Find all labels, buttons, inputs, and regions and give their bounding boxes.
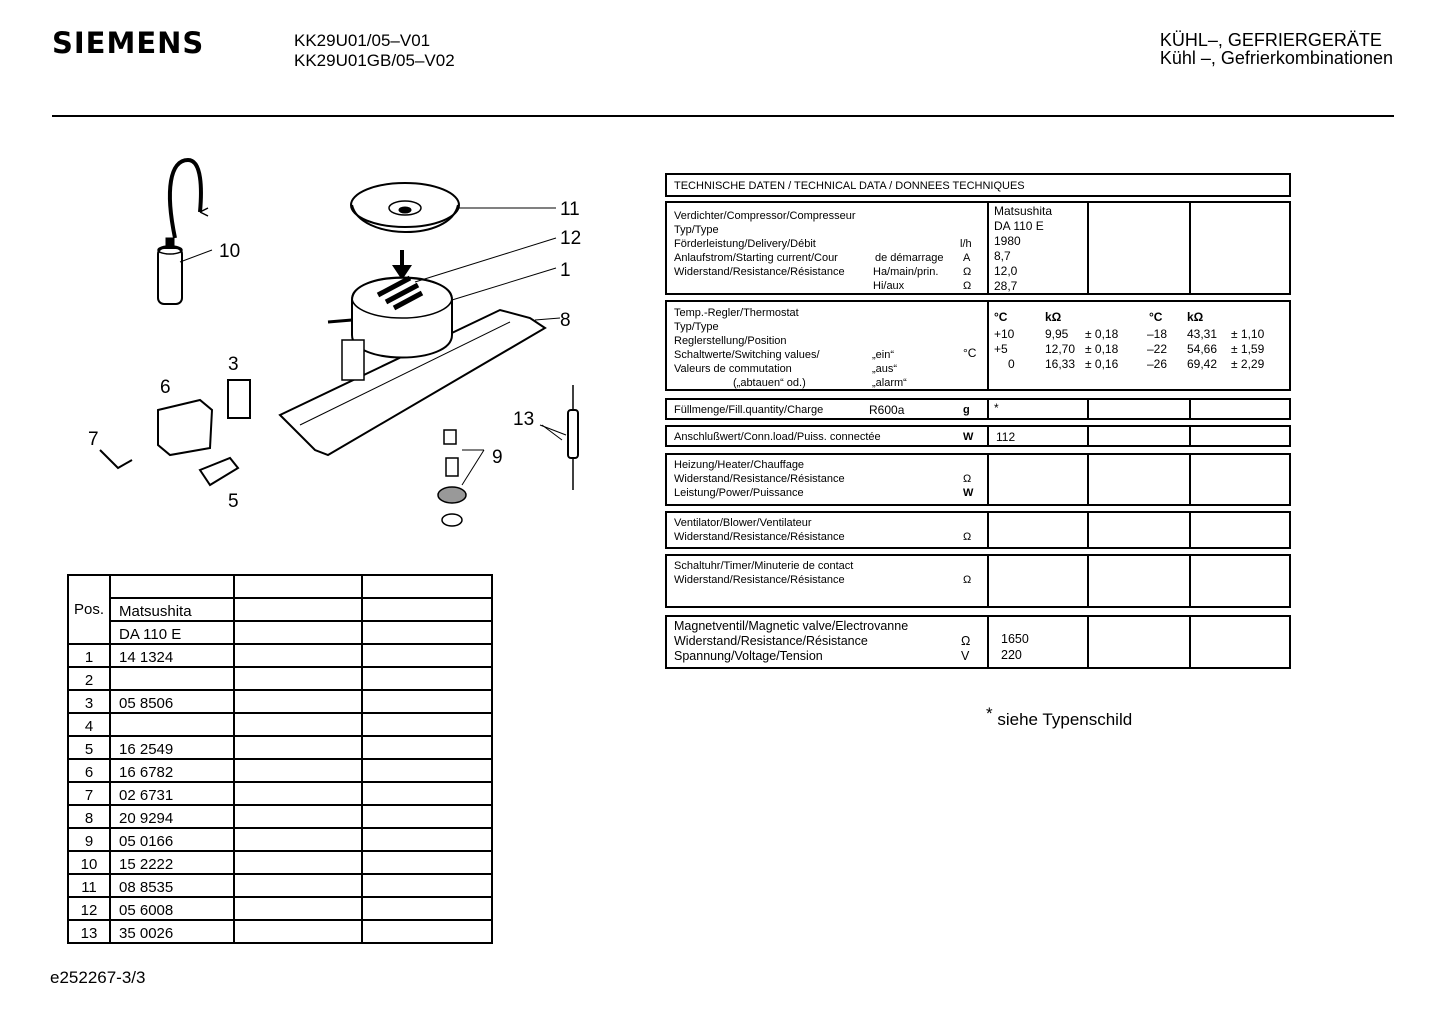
part-number-cell: 16 6782 — [110, 759, 234, 782]
callout-12: 12 — [560, 228, 582, 249]
part-number-cell: 14 1324 — [110, 644, 234, 667]
part-number-cell: 16 2549 — [110, 736, 234, 759]
valve-resistance-value: 1650 — [1001, 632, 1029, 646]
empty-cell — [234, 874, 362, 897]
heater-resistance-label: Widerstand/Resistance/Résistance — [674, 473, 845, 485]
blower-unit-ohm: Ω — [963, 531, 972, 543]
callout-1: 1 — [560, 260, 571, 281]
timer-resistance-label: Widerstand/Resistance/Résistance — [674, 574, 845, 586]
empty-cell — [362, 690, 492, 713]
heater-label: Heizung/Heater/Chauffage — [674, 459, 805, 471]
empty-cell — [362, 644, 492, 667]
empty-cell — [234, 897, 362, 920]
pos-cell: 7 — [68, 782, 110, 805]
blower-section — [665, 511, 1291, 549]
unit-w: W — [963, 431, 974, 443]
thermostat-label: Temp.-Regler/Thermostat — [674, 307, 799, 319]
part-number-cell: 05 6008 — [110, 897, 234, 920]
pos-cell: 2 — [68, 667, 110, 690]
valve-label: Magnetventil/Magnetic valve/Electrovanne — [674, 619, 909, 633]
valve-voltage-label: Spannung/Voltage/Tension — [674, 649, 823, 663]
thermostat-k-value: 16,33 — [1045, 357, 1076, 371]
unit-ohm-1: Ω — [963, 266, 972, 278]
capacitor-drawing — [158, 160, 208, 304]
empty-cell — [362, 851, 492, 874]
celsius-unit: °C — [963, 346, 977, 360]
fill-quantity-label: Füllmenge/Fill.quantity/Charge — [674, 404, 824, 416]
table-row — [68, 828, 492, 851]
connected-load-label: Anschlußwert/Conn.load/Puiss. connectée — [674, 431, 881, 443]
unit-g: g — [963, 404, 970, 416]
type-label: Typ/Type — [674, 224, 719, 236]
thermostat-c2-value: –26 — [1147, 357, 1168, 371]
table-row — [68, 920, 492, 943]
part-number-cell: 05 8506 — [110, 690, 234, 713]
empty-cell — [362, 920, 492, 943]
pos-cell: 5 — [68, 736, 110, 759]
table-row — [68, 805, 492, 828]
compressor-section — [665, 201, 1291, 295]
alarm-label: „alarm“ — [872, 377, 907, 389]
pos-cell: 1 — [68, 644, 110, 667]
empty-cell — [362, 828, 492, 851]
callout-6: 6 — [160, 377, 171, 398]
pos-cell: 3 — [68, 690, 110, 713]
protector-drawing — [200, 458, 238, 485]
blower-resistance-label: Widerstand/Resistance/Résistance — [674, 531, 845, 543]
thermostat-k2-value: 43,31 — [1187, 327, 1218, 341]
resistance-main-label: Ha/main/prin. — [873, 266, 939, 278]
kohm-header-2: kΩ — [1187, 310, 1204, 324]
model-header: DA 110 E — [110, 621, 234, 644]
footnote-star: * — [986, 704, 993, 723]
part-number-cell — [110, 667, 234, 690]
table-row — [68, 897, 492, 920]
compressor-label: Verdichter/Compressor/Compresseur — [674, 210, 856, 222]
blower-label: Ventilator/Blower/Ventilateur — [674, 517, 812, 529]
empty-cell — [234, 759, 362, 782]
thermostat-c2-value: –18 — [1147, 327, 1168, 341]
pos-cell: 8 — [68, 805, 110, 828]
thermostat-c-value: +10 — [994, 327, 1015, 341]
heater-section — [665, 453, 1291, 506]
delivery-label: Förderleistung/Delivery/Débit — [674, 238, 816, 250]
callout-7: 7 — [88, 429, 99, 450]
thermostat-c2-value: –22 — [1147, 342, 1168, 356]
thermostat-t-value: ± 0,18 — [1085, 342, 1119, 356]
callout-5: 5 — [228, 491, 239, 512]
thermostat-c-value: 0 — [1008, 357, 1015, 371]
thermostat-t-value: ± 0,16 — [1085, 357, 1119, 371]
pos-cell: 13 — [68, 920, 110, 943]
part-number-cell: 05 0166 — [110, 828, 234, 851]
part-number-cell: 08 8535 — [110, 874, 234, 897]
callout-9: 9 — [492, 447, 503, 468]
heater-unit-w: W — [963, 487, 974, 499]
empty-cell — [234, 667, 362, 690]
pos-cell: 9 — [68, 828, 110, 851]
empty-cell — [234, 736, 362, 759]
empty-cell — [362, 805, 492, 828]
part-number-cell: 15 2222 — [110, 851, 234, 874]
pos-header: Pos. — [68, 575, 110, 644]
thermostat-t-value: ± 0,18 — [1085, 327, 1119, 341]
empty-cell — [362, 713, 492, 736]
table-row — [68, 644, 492, 667]
timer-section — [665, 554, 1291, 608]
thermostat-t2-value: ± 1,59 — [1231, 342, 1265, 356]
unit-a: A — [963, 252, 971, 264]
thermostat-k2-value: 69,42 — [1187, 357, 1218, 371]
starting-current-label: Anlaufstrom/Starting current/Cour — [674, 252, 838, 264]
table-row — [68, 736, 492, 759]
category-line-2: Kühl –, Gefrierkombinationen — [1159, 48, 1393, 68]
parts-rows — [68, 644, 492, 943]
callout-13: 13 — [513, 409, 535, 430]
dryer-drawing — [568, 385, 578, 490]
table-row — [68, 782, 492, 805]
tech-title-box — [665, 173, 1291, 197]
empty-cell — [234, 644, 362, 667]
tech-title: TECHNISCHE DATEN / TECHNICAL DATA / DONNEES TECHNIQUES — [674, 180, 1025, 192]
thermostat-t2-value: ± 2,29 — [1231, 357, 1265, 371]
refrigerant-type: R600a — [869, 403, 905, 417]
mounting-feet-drawing — [438, 430, 466, 526]
pos-cell: 11 — [68, 874, 110, 897]
callout-3: 3 — [228, 354, 239, 375]
clip-drawing — [100, 450, 132, 468]
celsius-header-2: °C — [1149, 310, 1163, 324]
empty-cell — [234, 690, 362, 713]
parts-table — [67, 574, 493, 944]
starting-current-label-2: de démarrage — [875, 252, 944, 264]
table-row — [68, 759, 492, 782]
valve-section — [665, 615, 1291, 669]
thermostat-k-value: 9,95 — [1045, 327, 1069, 341]
empty-cell — [234, 851, 362, 874]
fill-quantity-value: * — [994, 401, 999, 415]
model-line-2: KK29U01GB/05–V02 — [294, 51, 455, 70]
defrost-label: („abtauen“ od.) — [733, 377, 806, 389]
timer-label: Schaltuhr/Timer/Minuterie de contact — [674, 560, 854, 572]
thermostat-k-value: 12,70 — [1045, 342, 1076, 356]
table-row — [68, 690, 492, 713]
part-number-cell — [110, 713, 234, 736]
empty-cell — [362, 759, 492, 782]
callout-11: 11 — [560, 199, 580, 220]
starting-current-value: 8,7 — [994, 249, 1011, 263]
main-resistance-value: 12,0 — [994, 264, 1018, 278]
valve-resistance-label: Widerstand/Resistance/Résistance — [674, 634, 868, 648]
category-title — [1160, 31, 1393, 67]
arrow-drawing — [392, 250, 412, 280]
model-line-1: KK29U01/05–V01 — [294, 31, 431, 50]
thermostat-c-value: +5 — [994, 342, 1008, 356]
empty-cell — [362, 782, 492, 805]
pos-cell: 6 — [68, 759, 110, 782]
part-number-cell: 02 6731 — [110, 782, 234, 805]
relay-drawing — [228, 380, 250, 418]
document-id: e252267-3/3 — [50, 968, 146, 987]
header-rule — [52, 115, 1394, 117]
fill-quantity-section — [665, 398, 1291, 420]
unit-lh: l/h — [960, 238, 972, 250]
brand-logo: SIEMENS — [52, 26, 205, 60]
callout-8: 8 — [560, 310, 571, 331]
commutation-label: Valeurs de commutation — [674, 363, 792, 375]
kohm-header-1: kΩ — [1045, 310, 1062, 324]
empty-cell — [234, 805, 362, 828]
valve-voltage-value: 220 — [1001, 648, 1022, 662]
category-line-1: KÜHL–, GEFRIERGERÄTE — [1159, 30, 1382, 50]
compressor-maker: Matsushita — [994, 204, 1053, 218]
heater-unit-ohm: Ω — [963, 473, 972, 485]
connected-load-section — [665, 425, 1291, 447]
table-row — [68, 851, 492, 874]
empty-cell — [234, 920, 362, 943]
footnote-text: siehe Typenschild — [997, 710, 1133, 729]
heater-power-label: Leistung/Power/Puissance — [674, 487, 804, 499]
pos-cell: 4 — [68, 713, 110, 736]
part-number-cell: 20 9294 — [110, 805, 234, 828]
on-label: „ein“ — [872, 349, 895, 361]
empty-cell — [362, 736, 492, 759]
empty-cell — [362, 874, 492, 897]
thermostat-type-label: Typ/Type — [674, 321, 719, 333]
pos-cell: 10 — [68, 851, 110, 874]
valve-unit-v: V — [961, 649, 970, 663]
table-row — [68, 667, 492, 690]
table-row — [68, 874, 492, 897]
valve-unit-ohm: Ω — [961, 634, 971, 648]
resistance-aux-label: Hi/aux — [873, 280, 905, 292]
protector-cover-drawing — [158, 400, 212, 455]
timer-unit-ohm: Ω — [963, 574, 972, 586]
footnote — [986, 704, 1132, 730]
connected-load-value: 112 — [996, 430, 1016, 444]
resistance-label: Widerstand/Resistance/Résistance — [674, 266, 845, 278]
aux-resistance-value: 28,7 — [994, 279, 1018, 293]
switching-values-label: Schaltwerte/Switching values/ — [674, 349, 820, 361]
part-number-cell: 35 0026 — [110, 920, 234, 943]
exploded-parts-diagram — [70, 150, 610, 540]
compressor-type: DA 110 E — [994, 219, 1044, 233]
model-numbers — [294, 31, 455, 71]
delivery-value: 1980 — [994, 234, 1021, 248]
thermostat-k2-value: 54,66 — [1187, 342, 1218, 356]
empty-cell — [234, 782, 362, 805]
empty-cell — [362, 897, 492, 920]
empty-cell — [234, 713, 362, 736]
empty-cell — [362, 667, 492, 690]
off-label: „aus“ — [872, 363, 898, 375]
manufacturer-header: Matsushita — [110, 598, 234, 621]
empty-cell — [234, 828, 362, 851]
callout-10: 10 — [219, 241, 241, 262]
pos-cell: 12 — [68, 897, 110, 920]
unit-ohm-2: Ω — [963, 280, 972, 292]
celsius-header-1: °C — [994, 310, 1008, 324]
thermostat-t2-value: ± 1,10 — [1231, 327, 1265, 341]
thermostat-section — [665, 300, 1291, 391]
position-label: Reglerstellung/Position — [674, 335, 787, 347]
table-row — [68, 713, 492, 736]
compressor-cover-drawing — [351, 183, 459, 232]
